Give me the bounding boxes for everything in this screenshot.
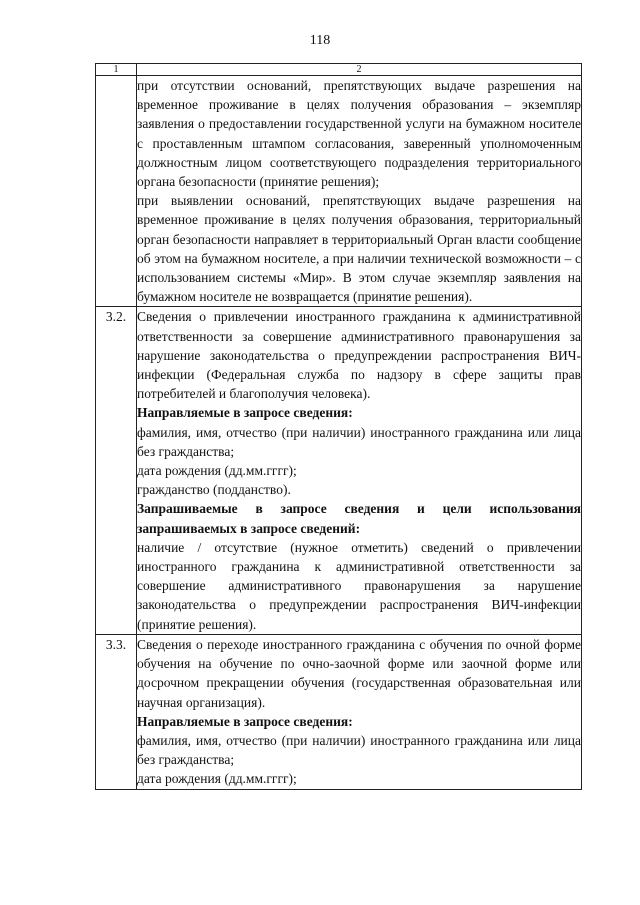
paragraph: Сведения о переходе иностранного гражданина с обучения по очной форме обучения на обучение по очно-заочной форме или заочной форме или досрочном прекращении обучения (государственная образовательная или научная организация). [137, 636, 581, 710]
paragraph: гражданство (подданство). [137, 482, 291, 498]
paragraph: Сведения о привлечении иностранного гражданина к административной ответственности за совершение административного правонарушения за нарушение законодательства о предупреждении распространения ВИЧ-инфекции (Федеральная служба по надзору в сфере защиты прав потребителей и благополучия человека). [137, 309, 581, 402]
section-heading: Направляемые в запросе сведения: [137, 713, 353, 729]
column-header-2: 2 [137, 64, 582, 76]
row-content [137, 634, 582, 789]
table-row-continuation [96, 76, 582, 307]
row-content [137, 307, 582, 634]
row-number: 3.3. [96, 634, 137, 789]
column-header-1: 1 [96, 64, 137, 76]
table-header-row [96, 64, 582, 76]
paragraph: фамилия, имя, отчество (при наличии) иностранного гражданина или лица без гражданства; [137, 732, 581, 768]
page-number: 118 [309, 33, 331, 48]
section-heading: Направляемые в запросе сведения: [137, 405, 353, 421]
paragraph: наличие / отсутствие (нужное отметить) сведений о привлечении иностранного гражданина к административной ответственности за совершение административного правонарушения за нарушение законодательства о предупреждении распространения ВИЧ-инфекции (принятие решения). [137, 539, 581, 632]
paragraph: дата рождения (дд.мм.гггг); [137, 771, 297, 787]
row-content [137, 76, 582, 307]
document-table [95, 63, 582, 790]
paragraph: при отсутствии оснований, препятствующих выдаче разрешения на временное проживание в целях получения образования – экземпляр заявления о предоставлении государственной услуги на бумажном носителе с проставленным штампом согласования, заверенный уполномоченным должностным лицом соответствующего подразделения территориального органа безопасности (принятие решения); [137, 78, 581, 190]
table-row-3-3 [96, 634, 582, 789]
row-number: 3.2. [96, 307, 137, 634]
row-number [96, 76, 137, 307]
paragraph: дата рождения (дд.мм.гггг); [137, 463, 297, 479]
section-heading: Запрашиваемые в запросе сведения и цели использования запрашиваемых в запросе сведений: [137, 501, 581, 536]
table-row-3-2 [96, 307, 582, 634]
paragraph: при выявлении оснований, препятствующих выдаче разрешения на временное проживание в целях получения образования, территориальный орган безопасности направляет в территориальный Орган власти сообщение об этом на бумажном носителе, а при наличии технической возможности – с использованием системы «Мир». В этом случае экземпляр заявления на бумажном носителе не возвращается (принятие решения). [137, 193, 581, 305]
paragraph: фамилия, имя, отчество (при наличии) иностранного гражданина или лица без гражданства; [137, 424, 581, 459]
